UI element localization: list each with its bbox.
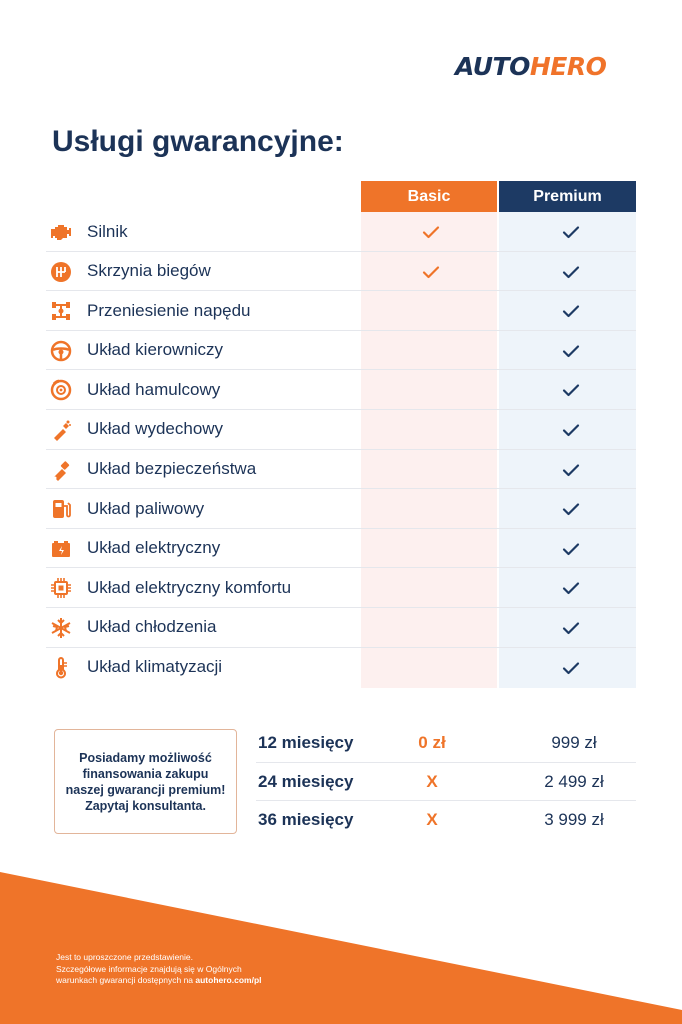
premium-price: 999 zł <box>551 733 597 752</box>
basic-price: X <box>426 771 438 791</box>
fuel-pump-icon <box>50 498 72 520</box>
premium-check-icon <box>561 341 581 361</box>
service-row <box>46 568 636 608</box>
airbag-icon <box>50 459 72 481</box>
snowflake-icon <box>50 617 72 639</box>
exhaust-icon <box>50 419 72 441</box>
logo-auto: AUTO <box>455 52 530 81</box>
premium-check-icon <box>561 420 581 440</box>
basic-column-header: Basic <box>361 181 497 212</box>
service-label: Układ wydechowy <box>87 419 224 439</box>
service-row <box>46 489 636 529</box>
service-label: Układ hamulcowy <box>87 379 221 399</box>
service-label: Skrzynia biegów <box>87 261 211 281</box>
premium-check-icon <box>561 222 581 242</box>
basic-check-icon <box>421 262 441 282</box>
duration-label: 24 miesięcy <box>258 771 354 791</box>
financing-info-box <box>54 729 237 834</box>
basic-price: X <box>426 810 438 829</box>
footer-orange-band <box>0 860 682 1024</box>
premium-check-icon <box>561 539 581 559</box>
service-row <box>46 331 636 371</box>
premium-check-icon <box>561 578 581 598</box>
service-label: Układ bezpieczeństwa <box>87 459 257 479</box>
premium-check-icon <box>561 499 581 519</box>
chip-icon <box>50 577 72 599</box>
basic-check-icon <box>421 222 441 242</box>
service-row <box>46 212 636 252</box>
financing-note: Posiadamy możliwość finansowania zakupu naszej gwarancji premium! Zapytaj konsultanta. <box>65 750 226 813</box>
engine-icon <box>50 221 72 243</box>
premium-check-icon <box>561 262 581 282</box>
pricing-row <box>256 724 636 763</box>
footer-line-1: Jest to uproszczone przedstawienie. <box>56 952 194 962</box>
premium-price: 3 999 zł <box>544 810 604 829</box>
footer-line-3: warunkach gwarancji dostępnych na <box>56 975 196 985</box>
pricing-row <box>256 763 636 802</box>
footer-disclaimer <box>56 952 262 987</box>
service-row <box>46 529 636 569</box>
service-label: Układ elektryczny komfortu <box>87 577 292 597</box>
service-label: Układ paliwowy <box>87 498 205 518</box>
service-label: Układ chłodzenia <box>87 617 217 637</box>
premium-price: 2 499 zł <box>544 771 604 791</box>
premium-check-icon <box>561 380 581 400</box>
logo-hero: HERO <box>529 52 607 81</box>
gearbox-icon <box>50 261 72 283</box>
service-row <box>46 450 636 490</box>
autohero-logo <box>455 52 606 81</box>
pricing-table <box>256 724 636 840</box>
service-label: Układ klimatyzacji <box>87 657 223 677</box>
service-row <box>46 370 636 410</box>
service-row <box>46 291 636 331</box>
brake-disc-icon <box>50 379 72 401</box>
services-table <box>46 212 636 687</box>
footer-line-2: Szczegółowe informacje znajdują się w Ogólnych <box>56 963 242 974</box>
premium-column-header: Premium <box>499 181 636 212</box>
pricing-row <box>256 801 636 840</box>
duration-label: 36 miesięcy <box>258 810 354 829</box>
premium-check-icon <box>561 658 581 678</box>
service-label: Układ elektryczny <box>87 538 221 558</box>
service-label: Układ kierowniczy <box>87 340 224 360</box>
service-row <box>46 410 636 450</box>
premium-check-icon <box>561 460 581 480</box>
basic-price: 0 zł <box>418 733 446 752</box>
page-title: Usługi gwarancyjne: <box>52 125 344 158</box>
steering-wheel-icon <box>50 340 72 362</box>
service-row <box>46 252 636 292</box>
service-label: Przeniesienie napędu <box>87 300 251 320</box>
thermometer-icon <box>50 657 72 679</box>
service-row <box>46 648 636 688</box>
footer-link[interactable]: autohero.com/pl <box>195 975 262 985</box>
service-label: Silnik <box>87 221 128 241</box>
premium-check-icon <box>561 301 581 321</box>
premium-check-icon <box>561 618 581 638</box>
drivetrain-icon <box>50 300 72 322</box>
duration-label: 12 miesięcy <box>258 733 354 752</box>
service-row <box>46 608 636 648</box>
battery-icon <box>50 538 72 560</box>
